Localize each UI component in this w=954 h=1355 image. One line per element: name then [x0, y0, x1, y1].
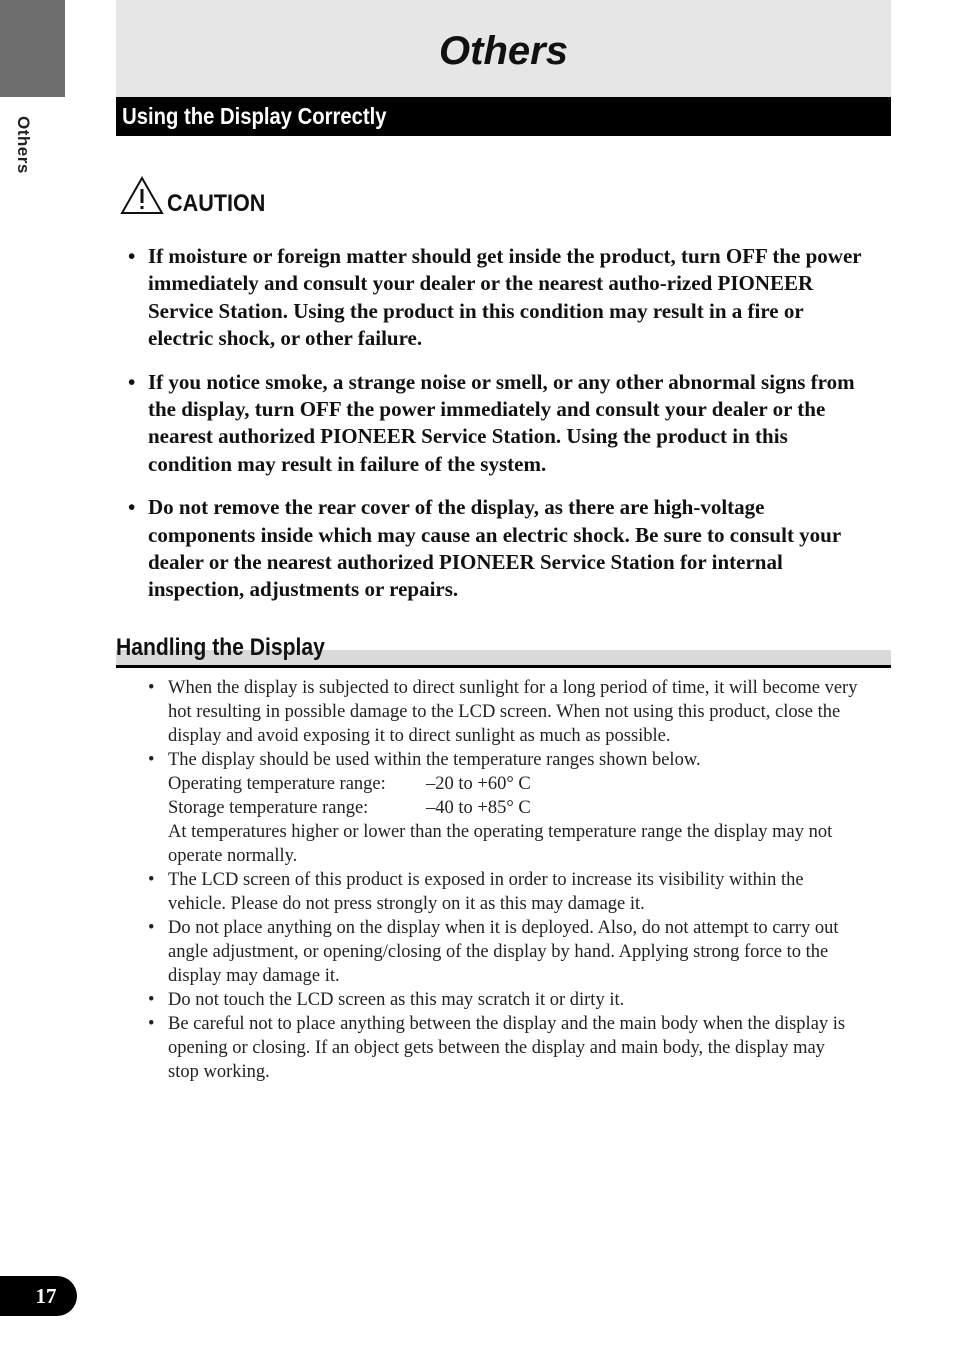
- storage-temperature-label: Storage temperature range:: [168, 798, 369, 818]
- temperature-intro: • The display should be used within the temperature ranges shown below.: [168, 750, 701, 770]
- caution-item: • If you notice smoke, a strange noise or smell, or any other abnormal signs from the display, turn OFF the power immediately and consult your dealer or the nearest authorized PIONEER Service Station. Using the product in this condition may result in failure of the system.: [128, 369, 863, 479]
- handling-item: • Do not touch the LCD screen as this may scratch it or dirty it.: [148, 988, 860, 1012]
- handling-item: • When the display is subjected to direct sunlight for a long period of time, it will become very hot resulting in possible damage to the LCD screen. When not using this product, close the display and avoid exposing it to direct sunlight as much as possible.: [148, 676, 860, 748]
- side-tab-block: [0, 0, 65, 97]
- page-title: Others: [439, 29, 568, 73]
- operating-temperature-label: Operating temperature range:: [168, 774, 386, 794]
- operating-temperature-value: –20 to +60° C: [426, 774, 531, 794]
- operating-temperature-row: [168, 772, 860, 796]
- handling-item: • Do not place anything on the display when it is deployed. Also, do not attempt to carry out angle adjustment, or opening/closing of the display by hand. Applying strong force to the display may damage it.: [148, 916, 860, 988]
- section-header-bar: [116, 97, 891, 136]
- caution-heading: [120, 176, 276, 216]
- handling-header-rule: [116, 665, 891, 668]
- handling-list: [148, 676, 860, 1084]
- handling-item: • The LCD screen of this product is exposed in order to increase its visibility within the vehicle. Please do not press strongly on it as this may damage it.: [148, 868, 860, 916]
- section-title: Using the Display Correctly: [122, 103, 387, 129]
- page-number: 17: [35, 1283, 57, 1308]
- warning-triangle-icon: [120, 176, 164, 216]
- caution-list: [128, 243, 863, 620]
- handling-title: Handling the Display: [116, 634, 325, 661]
- caution-item: • If moisture or foreign matter should get inside the product, turn OFF the power immediately and consult your dealer or the nearest autho-rized PIONEER Service Station. Using the product in this condition may result in a fire or electric shock, or other failure.: [128, 243, 863, 353]
- page-number-tab: [0, 1276, 77, 1316]
- temperature-note: At temperatures higher or lower than the operating temperature range the display may not operate normally.: [168, 822, 833, 866]
- storage-temperature-value: –40 to +85° C: [426, 798, 531, 818]
- handling-item: • Be careful not to place anything between the display and the main body when the display is opening or closing. If an object gets between the display and main body, the display may stop working.: [148, 1012, 860, 1084]
- caution-item: • Do not remove the rear cover of the display, as there are high-voltage components inside which may cause an electric shock. Be sure to consult your dealer or the nearest authorized PIONEER Service Station for internal inspection, adjustments or repairs.: [128, 494, 863, 604]
- caution-label: CAUTION: [167, 190, 266, 217]
- storage-temperature-row: [168, 796, 860, 820]
- side-tab-label: Others: [14, 116, 33, 174]
- handling-item-temperature: [148, 748, 860, 868]
- page-title-band: [116, 0, 891, 97]
